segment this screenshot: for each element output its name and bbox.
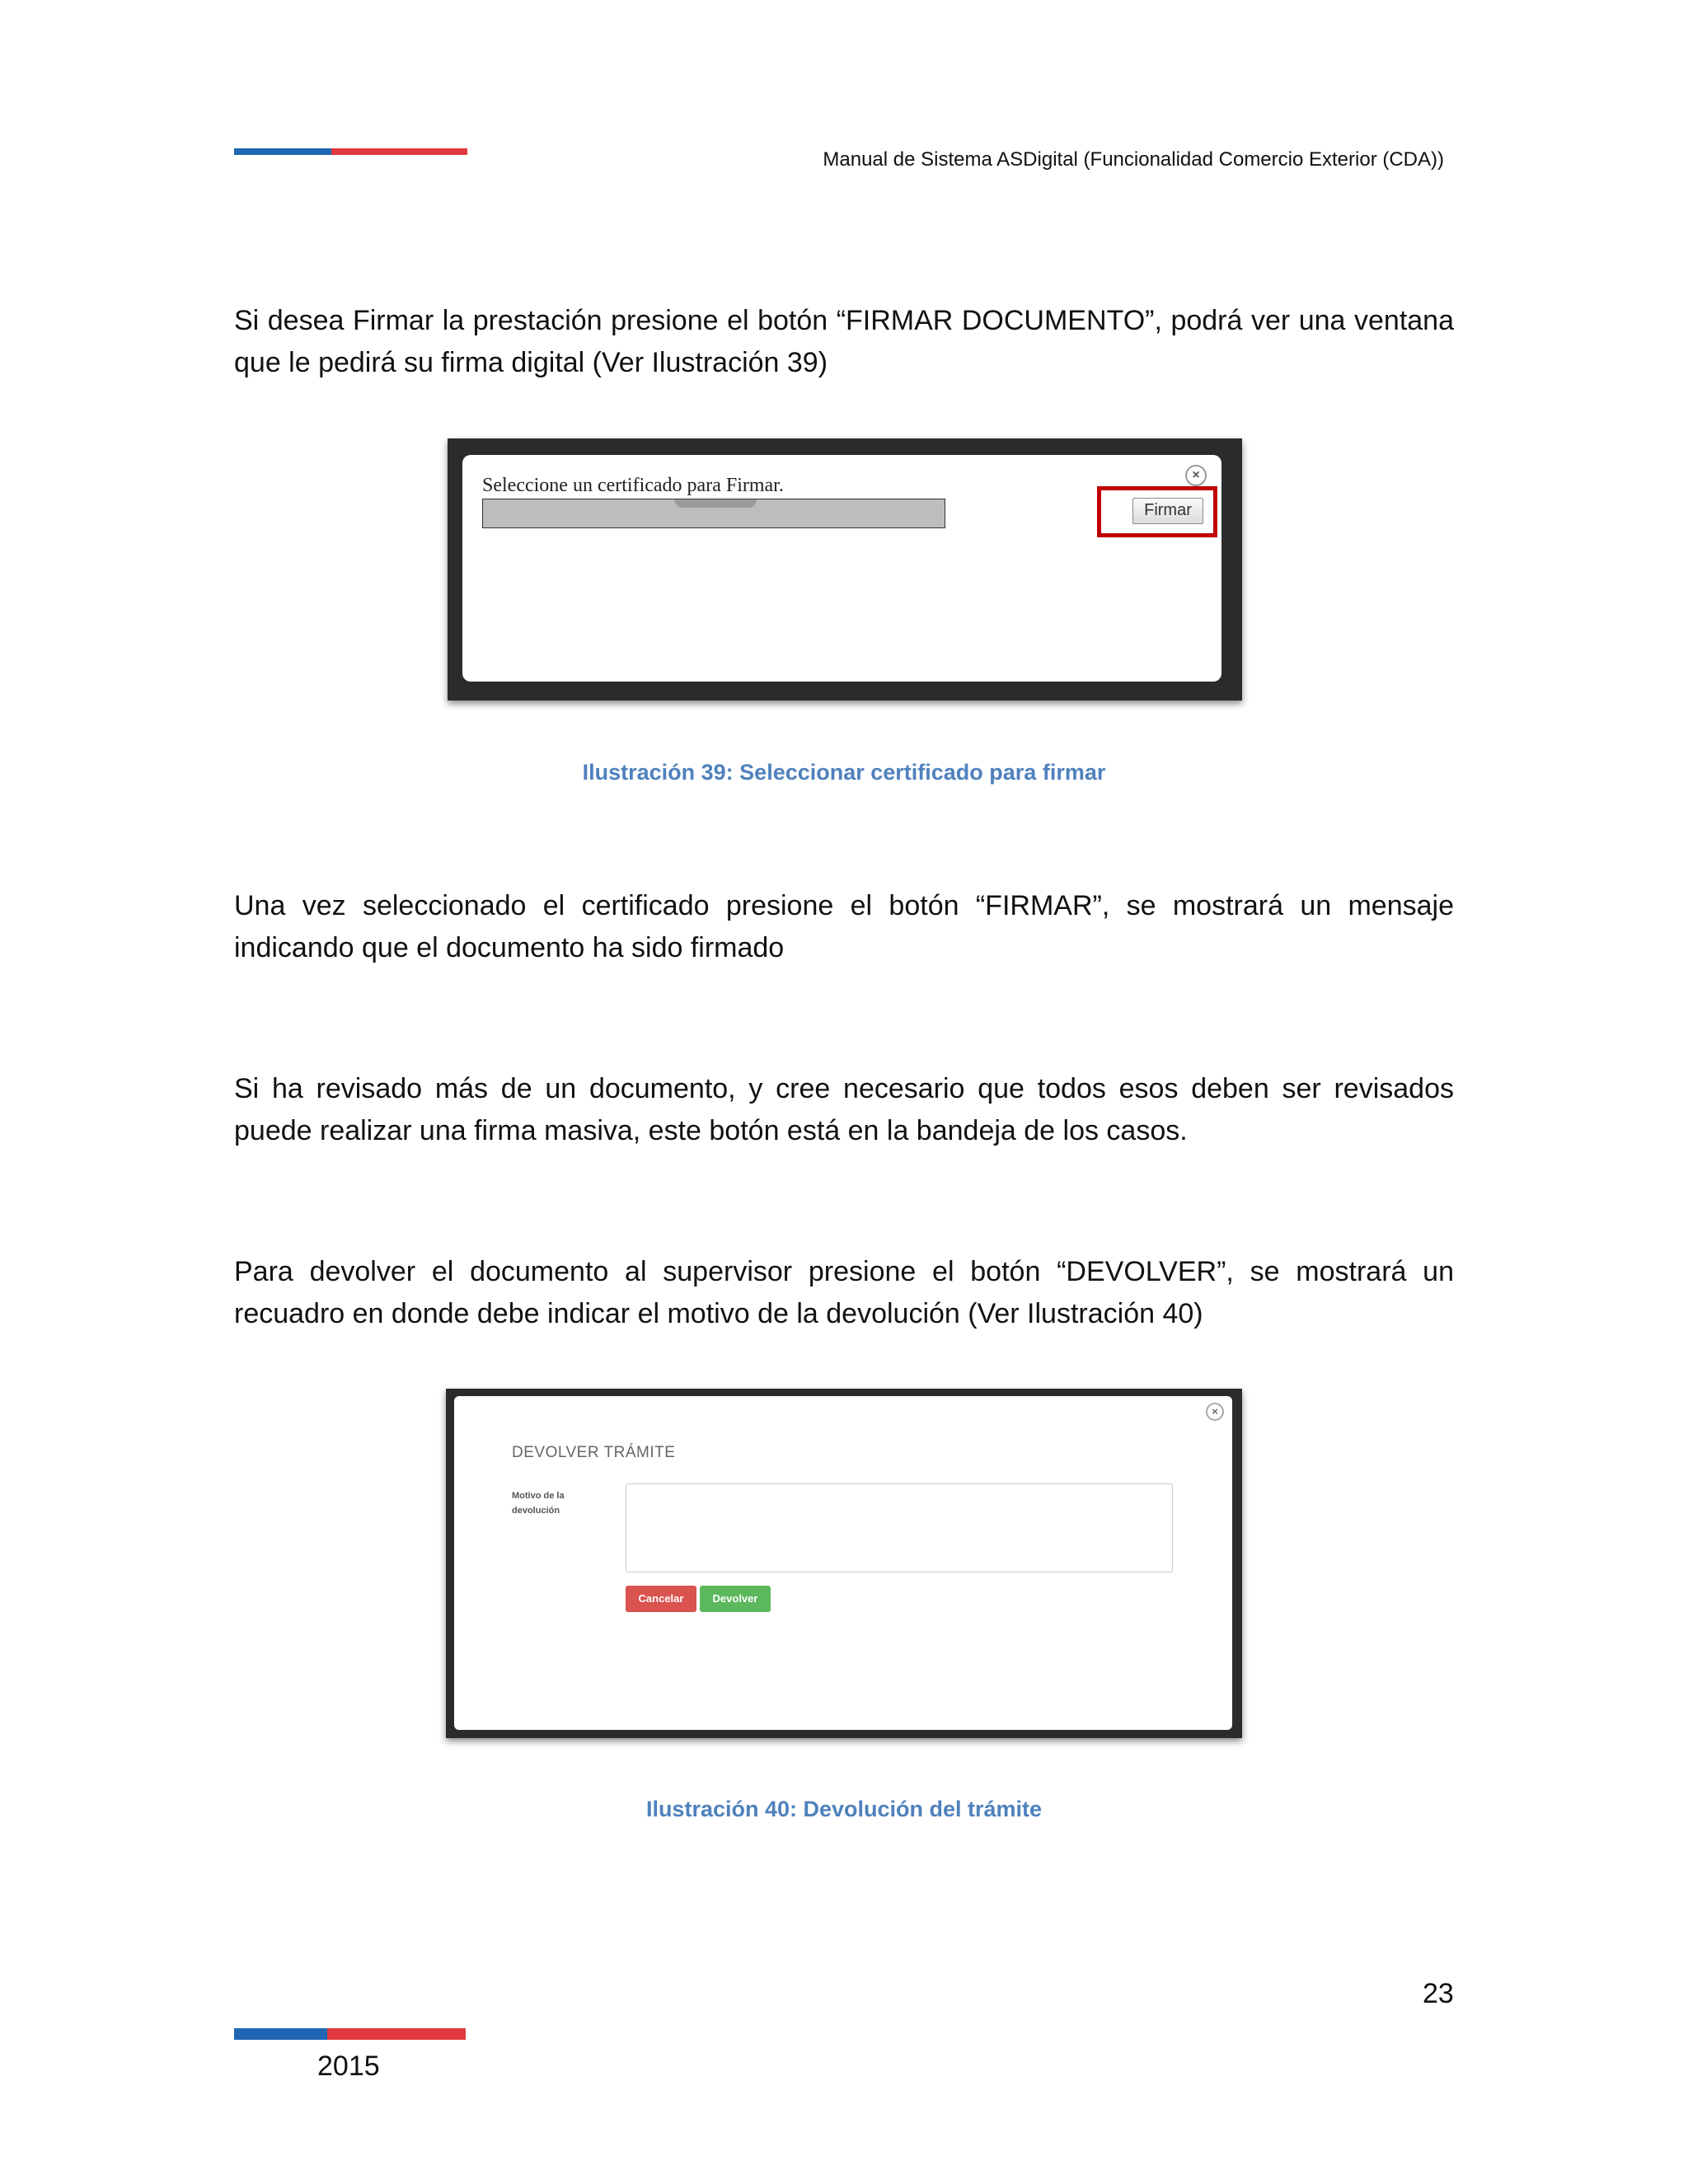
certificate-label: Seleccione un certificado para Firmar. bbox=[482, 475, 784, 496]
header-flag-bar bbox=[234, 148, 467, 155]
footer-year: 2015 bbox=[317, 2050, 380, 2082]
certificate-select[interactable] bbox=[482, 499, 945, 528]
header-title: Manual de Sistema ASDigital (Funcionalidad Comercio Exterior (CDA)) bbox=[823, 148, 1444, 171]
close-icon[interactable]: × bbox=[1185, 465, 1207, 486]
page-number: 23 bbox=[1423, 1978, 1454, 2009]
motivo-textarea[interactable] bbox=[626, 1483, 1173, 1572]
close-icon[interactable]: × bbox=[1206, 1403, 1224, 1421]
paragraph-devolver: Para devolver el documento al supervisor presione el botón “DEVOLVER”, se mostrará un recuadro en donde debe indicar el motivo de la devolución (Ver Ilustración 40) bbox=[234, 1256, 1454, 1329]
flag-blue-segment bbox=[234, 148, 331, 155]
flag-blue-segment bbox=[234, 2028, 327, 2040]
motivo-label: Motivo de la devolución bbox=[512, 1491, 565, 1516]
figure-return-procedure bbox=[446, 1389, 1242, 1738]
cancel-button[interactable]: Cancelar bbox=[626, 1586, 696, 1612]
paragraph-certificado: Una vez seleccionado el certificado presione el botón “FIRMAR”, se mostrará un mensaje indicando que el documento ha sido firmado bbox=[234, 890, 1454, 963]
devolver-button[interactable]: Devolver bbox=[700, 1586, 771, 1612]
footer-flag-bar bbox=[234, 2028, 466, 2040]
return-dialog bbox=[454, 1396, 1232, 1730]
select-tab-decoration bbox=[674, 499, 757, 508]
firmar-button[interactable]: Firmar bbox=[1132, 498, 1203, 524]
dialog-title: DEVOLVER TRÁMITE bbox=[512, 1444, 676, 1461]
caption-figure-39: Ilustración 39: Seleccionar certificado para firmar bbox=[582, 760, 1106, 785]
figure-select-certificate bbox=[448, 438, 1242, 701]
certificate-dialog bbox=[462, 455, 1221, 682]
flag-red-segment bbox=[331, 148, 467, 155]
caption-figure-40: Ilustración 40: Devolución del trámite bbox=[645, 1797, 1043, 1821]
flag-red-segment bbox=[327, 2028, 466, 2040]
paragraph-firma-masiva: Si ha revisado más de un documento, y cree necesario que todos esos deben ser revisados puede realizar una firma masiva, este botón está en la bandeja de los casos. bbox=[234, 1073, 1454, 1146]
paragraph-firmar: Si desea Firmar la prestación presione el botón “FIRMAR DOCUMENTO”, podrá ver una ventana que le pedirá su firma digital (Ver Ilustración 39) bbox=[234, 305, 1454, 378]
